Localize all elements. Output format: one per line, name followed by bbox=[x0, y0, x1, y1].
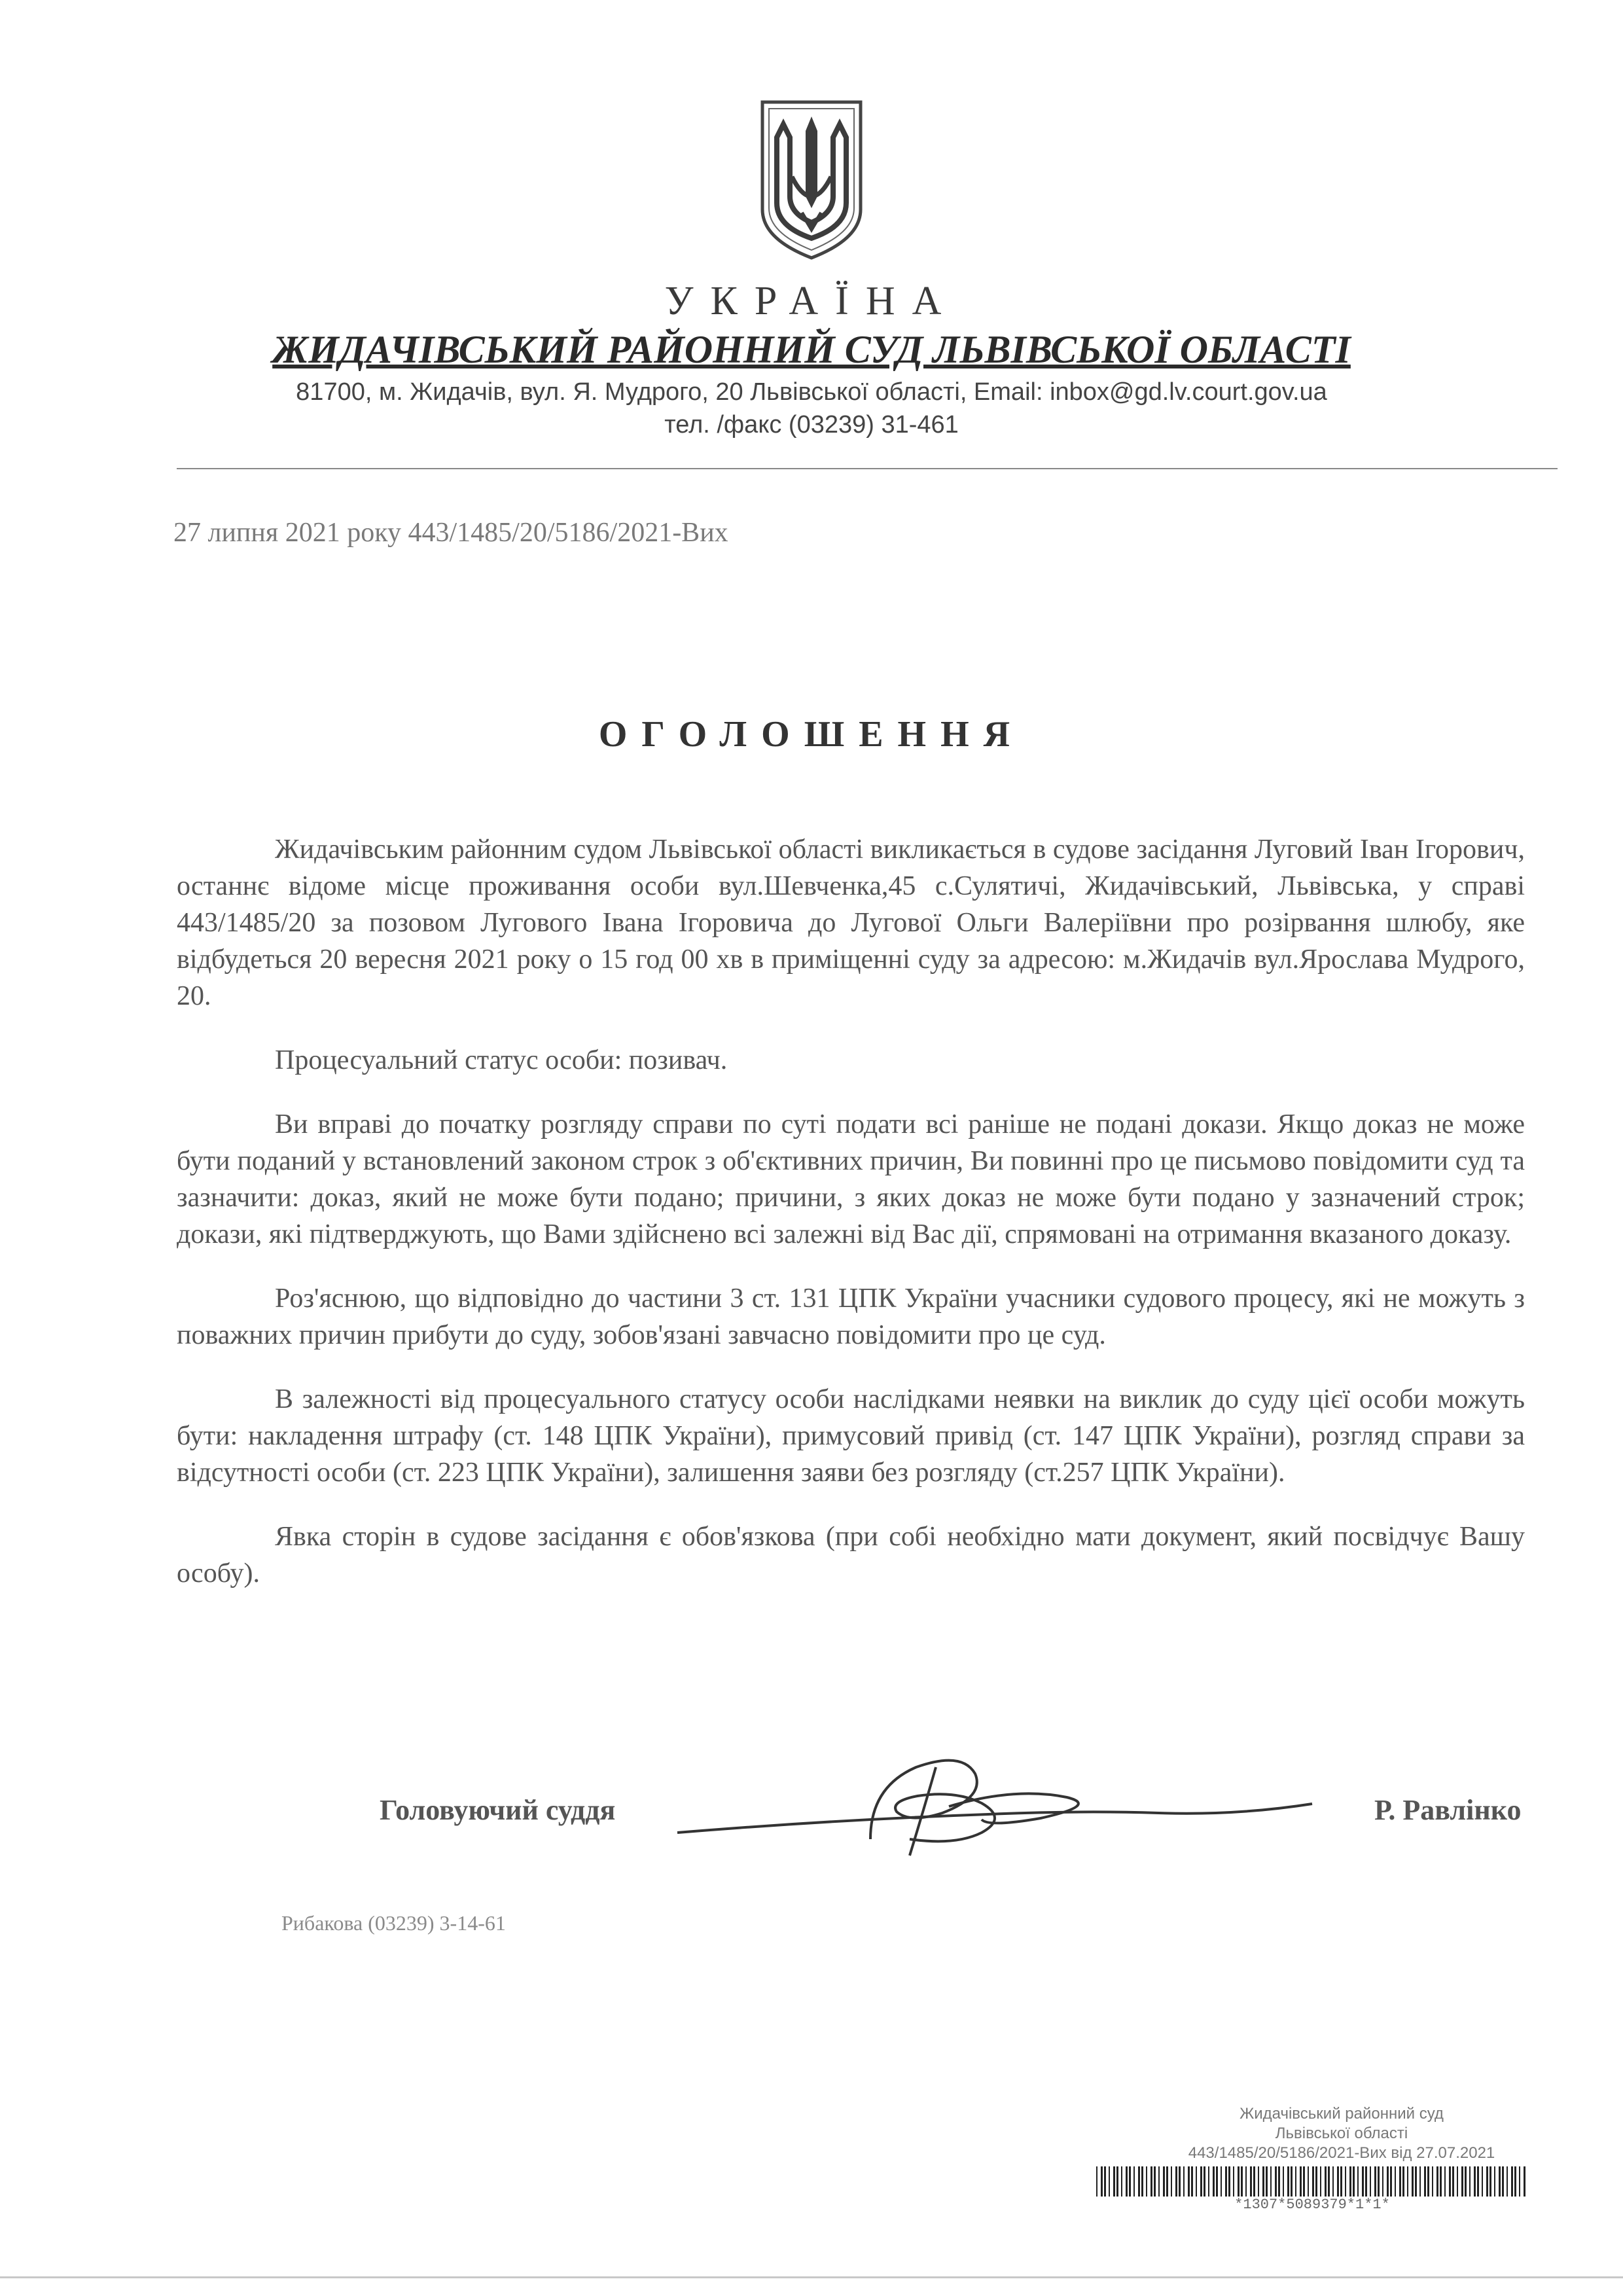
barcode-bar bbox=[1407, 2166, 1408, 2197]
barcode-bar bbox=[1208, 2166, 1209, 2197]
barcode-bar bbox=[1436, 2166, 1438, 2197]
outgoing-number: 27 липня 2021 року 443/1485/20/5186/2021-Вих bbox=[173, 518, 728, 548]
barcode-bar bbox=[1171, 2166, 1172, 2197]
barcode-bar bbox=[1345, 2166, 1346, 2197]
barcode-bar bbox=[1113, 2166, 1115, 2197]
paragraph-consequences: В залежності від процесуального статусу особи наслідками неявки на виклик до суду цієї особи можуть бути: накладення штрафу (ст. 148 ЦПК України), примусовий привід (ст. 147 ЦПК України), розгляд справи за відсутності особи (ст. 223 ЦПК України), залишення заяви без розгляду (ст.257 ЦПК України). bbox=[177, 1384, 1525, 1488]
barcode-bar bbox=[1154, 2166, 1156, 2197]
barcode-bar bbox=[1353, 2166, 1355, 2197]
barcode-bar bbox=[1245, 2166, 1247, 2197]
barcode-bar bbox=[1266, 2166, 1268, 2197]
judge-name: Р. Равлінко bbox=[1374, 1794, 1522, 1826]
barcode-bar bbox=[1332, 2166, 1334, 2197]
barcode-bar bbox=[1325, 2166, 1327, 2197]
paragraph-explanation: Роз'яснюю, що відповідно до частини 3 ст. 131 ЦПК України учасники судового процесу, які не можуть з поважних причин прибути до суду, зобов'язані завчасно повідомити про це суд. bbox=[177, 1283, 1525, 1350]
stamp-court: Жидачівський районний суд bbox=[1240, 2105, 1444, 2123]
barcode-bar bbox=[1469, 2166, 1471, 2197]
barcode-bar bbox=[1494, 2166, 1495, 2197]
barcode-bar bbox=[1233, 2166, 1234, 2197]
barcode-bar bbox=[1141, 2166, 1143, 2197]
paragraph-status: Процесуальний статус особи: позивач. bbox=[275, 1045, 728, 1075]
barcode-bar bbox=[1196, 2166, 1197, 2197]
barcode-bar bbox=[1200, 2166, 1202, 2197]
country-title: УКРАЇНА bbox=[664, 279, 959, 323]
barcode-bar bbox=[1424, 2166, 1426, 2197]
barcode-bar bbox=[1258, 2166, 1259, 2197]
stamp-reg-number: 443/1485/20/5186/2021-Вих від 27.07.2021 bbox=[1188, 2144, 1495, 2162]
barcode-bar bbox=[1238, 2166, 1240, 2197]
barcode-bar bbox=[1514, 2166, 1516, 2197]
barcode-bar bbox=[1499, 2166, 1501, 2197]
barcode-bar bbox=[1101, 2166, 1103, 2197]
barcode-bar bbox=[1362, 2166, 1364, 2197]
paragraph-attendance: Явка сторін в судове засідання є обов'язкова (при собі необхідно мати документ, який посвідчує Вашу особу). bbox=[177, 1522, 1525, 1588]
barcode-bar bbox=[1477, 2166, 1479, 2197]
barcode-bar bbox=[1315, 2166, 1317, 2197]
barcode-bar bbox=[1482, 2166, 1483, 2197]
barcode-bar bbox=[1191, 2166, 1193, 2197]
barcode-bar bbox=[1440, 2166, 1442, 2197]
barcode-bar bbox=[1096, 2166, 1097, 2197]
barcode-bar bbox=[1295, 2166, 1296, 2197]
barcode-bar bbox=[1275, 2166, 1277, 2197]
paragraph-summons: Жидачівським районним судом Львівської області викликається в судове засідання Луговий Іван Ігорович, останнє відоме місце проживання особи вул.Шевченка,45 с.Сулятичі, Жидачівський, Львівська, у справі 443/1485/20 за позовом Лугового Івана Ігоровича до Лугової Ольги Валеріївни про розірвання шлюбу, яке відбудеться 20 вересня 2021 року о 15 год 00 хв в приміщенні суду за адресою: м.Жидачів вул.Ярослава Мудрого, 20. bbox=[177, 834, 1525, 1011]
barcode-bar bbox=[1262, 2166, 1264, 2197]
barcode bbox=[1096, 2166, 1528, 2197]
barcode-bar bbox=[1524, 2166, 1525, 2197]
barcode-bar bbox=[1283, 2166, 1284, 2197]
barcode-bar bbox=[1402, 2166, 1404, 2197]
barcode-bar bbox=[1303, 2166, 1305, 2197]
barcode-bar bbox=[1320, 2166, 1321, 2197]
barcode-bar bbox=[1270, 2166, 1272, 2197]
barcode-bar bbox=[1109, 2166, 1110, 2197]
barcode-bar bbox=[1241, 2166, 1243, 2197]
barcode-bar bbox=[1452, 2166, 1454, 2197]
barcode-bar bbox=[1116, 2166, 1118, 2197]
coat-of-arms-icon bbox=[756, 98, 867, 262]
barcode-bar bbox=[1474, 2166, 1476, 2197]
barcode-bar bbox=[1312, 2166, 1314, 2197]
barcode-bar bbox=[1432, 2166, 1433, 2197]
barcode-bar bbox=[1138, 2166, 1140, 2197]
barcode-bar bbox=[1390, 2166, 1392, 2197]
scan-edge bbox=[0, 2276, 1623, 2278]
court-name: ЖИДАЧІВСЬКИЙ РАЙОННИЙ СУД ЛЬВІВСЬКОЇ ОБЛАСТІ bbox=[272, 328, 1351, 371]
barcode-bar bbox=[1457, 2166, 1458, 2197]
barcode-bar bbox=[1328, 2166, 1330, 2197]
barcode-bar bbox=[1395, 2166, 1396, 2197]
barcode-bar bbox=[1104, 2166, 1106, 2197]
barcode-bar bbox=[1465, 2166, 1467, 2197]
barcode-bar bbox=[1158, 2166, 1160, 2197]
barcode-bar bbox=[1253, 2166, 1255, 2197]
notice-body bbox=[177, 831, 1525, 1619]
barcode-bar bbox=[1121, 2166, 1122, 2197]
barcode-bar bbox=[1378, 2166, 1380, 2197]
barcode-bar bbox=[1519, 2166, 1520, 2197]
handwritten-signature bbox=[674, 1741, 1329, 1872]
barcode-bar bbox=[1175, 2166, 1177, 2197]
barcode-bar bbox=[1507, 2166, 1508, 2197]
barcode-bar bbox=[1221, 2166, 1222, 2197]
barcode-bar bbox=[1150, 2166, 1152, 2197]
barcode-bar bbox=[1427, 2166, 1429, 2197]
barcode-bar bbox=[1374, 2166, 1376, 2197]
barcode-bar bbox=[1308, 2166, 1309, 2197]
barcode-bar bbox=[1419, 2166, 1421, 2197]
barcode-bar bbox=[1126, 2166, 1128, 2197]
barcode-bar bbox=[1216, 2166, 1218, 2197]
barcode-bar bbox=[1502, 2166, 1504, 2197]
barcode-bar bbox=[1278, 2166, 1280, 2197]
barcode-bar bbox=[1291, 2166, 1293, 2197]
signature-title: Головуючий суддя bbox=[380, 1794, 616, 1826]
barcode-bar bbox=[1365, 2166, 1367, 2197]
header-divider bbox=[177, 468, 1558, 469]
barcode-bar bbox=[1412, 2166, 1414, 2197]
barcode-bar bbox=[1340, 2166, 1342, 2197]
barcode-bar bbox=[1163, 2166, 1165, 2197]
barcode-bar bbox=[1349, 2166, 1351, 2197]
document-title: ОГОЛОШЕННЯ bbox=[598, 714, 1025, 755]
barcode-bar bbox=[1357, 2166, 1359, 2197]
barcode-number: *1307*5089379*1*1* bbox=[1234, 2197, 1390, 2213]
barcode-bar bbox=[1337, 2166, 1339, 2197]
barcode-bar bbox=[1449, 2166, 1451, 2197]
barcode-bar bbox=[1179, 2166, 1181, 2197]
registration-stamp bbox=[1113, 2104, 1571, 2163]
executor-contact: Рибакова (03239) 3-14-61 bbox=[281, 1911, 506, 1935]
barcode-bar bbox=[1133, 2166, 1135, 2197]
barcode-bar bbox=[1415, 2166, 1417, 2197]
barcode-bar bbox=[1228, 2166, 1230, 2197]
barcode-bar bbox=[1213, 2166, 1215, 2197]
barcode-bar bbox=[1511, 2166, 1513, 2197]
barcode-bar bbox=[1129, 2166, 1131, 2197]
barcode-bar bbox=[1188, 2166, 1190, 2197]
barcode-bar bbox=[1486, 2166, 1488, 2197]
barcode-bar bbox=[1146, 2166, 1147, 2197]
barcode-bar bbox=[1444, 2166, 1446, 2197]
barcode-bar bbox=[1370, 2166, 1371, 2197]
barcode-bar bbox=[1461, 2166, 1463, 2197]
barcode-bar bbox=[1287, 2166, 1289, 2197]
barcode-bar bbox=[1250, 2166, 1252, 2197]
barcode-bar bbox=[1387, 2166, 1389, 2197]
barcode-bar bbox=[1225, 2166, 1227, 2197]
stamp-region: Львівської області bbox=[1275, 2125, 1408, 2142]
court-address: 81700, м. Жидачів, вул. Я. Мудрого, 20 Львівської області, Email: inbox@gd.lv.court.gov.ua bbox=[296, 378, 1327, 406]
barcode-bar bbox=[1166, 2166, 1168, 2197]
barcode-bar bbox=[1204, 2166, 1205, 2197]
barcode-bar bbox=[1183, 2166, 1185, 2197]
barcode-bar bbox=[1399, 2166, 1401, 2197]
court-phone: тел. /факс (03239) 31-461 bbox=[664, 411, 959, 439]
paragraph-evidence: Ви вправі до початку розгляду справи по суті подати всі раніше не подані докази. Якщо доказ не може бути поданий у встановлений законом строк з об'єктивних причин, Ви повинні про це письмово повідомити суд та зазначити: доказ, який не може бути подано; причини, з яких доказ не може бути подано у зазначений строк; докази, які підтверджують, що Вами здійснено всі залежні від Вас дії, спрямовані на отримання вказаного доказу. bbox=[177, 1109, 1525, 1249]
barcode-bar bbox=[1382, 2166, 1383, 2197]
barcode-bar bbox=[1300, 2166, 1302, 2197]
barcode-bar bbox=[1489, 2166, 1491, 2197]
